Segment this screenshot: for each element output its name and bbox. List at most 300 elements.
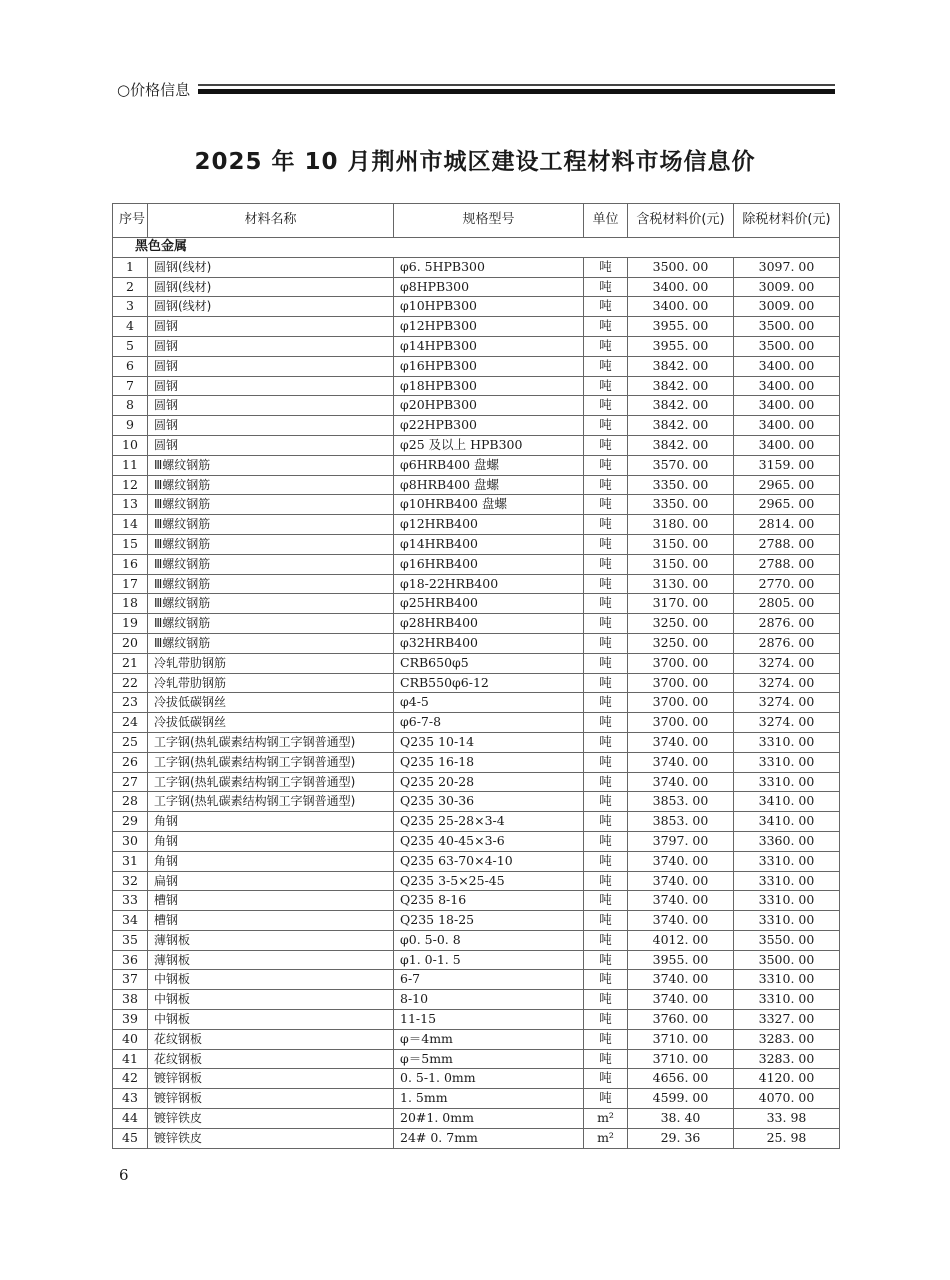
cell-spec: Q235 3-5×25-45 (394, 871, 584, 891)
cell-unit: 吨 (584, 297, 628, 317)
cell-price-notax: 2814. 00 (734, 515, 840, 535)
cell-index: 15 (113, 534, 148, 554)
cell-index: 44 (113, 1109, 148, 1129)
cell-spec: 24# 0. 7mm (394, 1128, 584, 1148)
table-row (113, 732, 840, 752)
cell-unit: 吨 (584, 1049, 628, 1069)
header-rule-thick (198, 89, 835, 94)
cell-price-notax: 3283. 00 (734, 1049, 840, 1069)
cell-spec: φ10HRB400 盘螺 (394, 495, 584, 515)
cell-price-tax: 3955. 00 (628, 950, 734, 970)
table-row (113, 1010, 840, 1030)
cell-name: Ⅲ螺纹钢筋 (148, 455, 394, 475)
cell-spec: Q235 20-28 (394, 772, 584, 792)
cell-unit: 吨 (584, 693, 628, 713)
table-row (113, 376, 840, 396)
cell-price-tax: 3400. 00 (628, 297, 734, 317)
cell-spec: φ28HRB400 (394, 614, 584, 634)
cell-unit: 吨 (584, 277, 628, 297)
table-row (113, 1029, 840, 1049)
cell-name: 镀锌铁皮 (148, 1109, 394, 1129)
cell-index: 29 (113, 812, 148, 832)
cell-name: 槽钢 (148, 911, 394, 931)
table-header-row (113, 204, 840, 238)
cell-unit: 吨 (584, 812, 628, 832)
cell-index: 41 (113, 1049, 148, 1069)
cell-spec: φ0. 5-0. 8 (394, 930, 584, 950)
cell-spec: φ6-7-8 (394, 713, 584, 733)
cell-name: 圆钢 (148, 336, 394, 356)
table-row (113, 495, 840, 515)
cell-name: 中钢板 (148, 1010, 394, 1030)
cell-price-notax: 3310. 00 (734, 772, 840, 792)
cell-price-tax: 3740. 00 (628, 851, 734, 871)
cell-price-tax: 29. 36 (628, 1128, 734, 1148)
category-row (113, 238, 840, 258)
cell-name: 镀锌铁皮 (148, 1128, 394, 1148)
cell-price-tax: 3955. 00 (628, 317, 734, 337)
cell-price-tax: 3180. 00 (628, 515, 734, 535)
cell-price-notax: 3310. 00 (734, 851, 840, 871)
cell-price-tax: 3170. 00 (628, 594, 734, 614)
cell-unit: 吨 (584, 495, 628, 515)
cell-price-notax: 3159. 00 (734, 455, 840, 475)
cell-spec: Q235 16-18 (394, 752, 584, 772)
cell-index: 39 (113, 1010, 148, 1030)
cell-unit: 吨 (584, 594, 628, 614)
cell-unit: 吨 (584, 891, 628, 911)
header-rule-thin (198, 84, 835, 86)
cell-spec: φ16HPB300 (394, 356, 584, 376)
cell-index: 7 (113, 376, 148, 396)
table-row (113, 297, 840, 317)
cell-index: 1 (113, 257, 148, 277)
cell-unit: 吨 (584, 911, 628, 931)
table-row (113, 891, 840, 911)
cell-unit: 吨 (584, 1029, 628, 1049)
table-row (113, 851, 840, 871)
cell-price-tax: 3250. 00 (628, 614, 734, 634)
cell-price-notax: 3097. 00 (734, 257, 840, 277)
cell-spec: φ32HRB400 (394, 633, 584, 653)
cell-spec: φ8HRB400 盘螺 (394, 475, 584, 495)
cell-unit: 吨 (584, 653, 628, 673)
table-row (113, 574, 840, 594)
table-row (113, 970, 840, 990)
cell-index: 16 (113, 554, 148, 574)
cell-price-tax: 3710. 00 (628, 1029, 734, 1049)
cell-price-notax: 4070. 00 (734, 1089, 840, 1109)
cell-spec: CRB550φ6-12 (394, 673, 584, 693)
cell-name: 工字钢(热轧碳素结构钢工字钢普通型) (148, 792, 394, 812)
cell-name: 圆钢(线材) (148, 257, 394, 277)
cell-unit: 吨 (584, 871, 628, 891)
cell-spec: φ20HPB300 (394, 396, 584, 416)
category-label: 黑色金属 (113, 238, 840, 258)
cell-name: 角钢 (148, 851, 394, 871)
table-row (113, 336, 840, 356)
cell-price-tax: 3700. 00 (628, 693, 734, 713)
cell-index: 18 (113, 594, 148, 614)
cell-price-tax: 3150. 00 (628, 554, 734, 574)
cell-name: 工字钢(热轧碳素结构钢工字钢普通型) (148, 752, 394, 772)
page-title: 2025 年 10 月荆州市城区建设工程材料市场信息价 (194, 149, 756, 175)
cell-index: 28 (113, 792, 148, 812)
cell-name: 冷拔低碳钢丝 (148, 693, 394, 713)
cell-price-notax: 3400. 00 (734, 356, 840, 376)
cell-price-notax: 3410. 00 (734, 792, 840, 812)
cell-price-tax: 3500. 00 (628, 257, 734, 277)
cell-index: 25 (113, 732, 148, 752)
cell-unit: 吨 (584, 614, 628, 634)
table-row (113, 1049, 840, 1069)
table-row (113, 416, 840, 436)
cell-name: 薄钢板 (148, 930, 394, 950)
cell-name: 圆钢 (148, 356, 394, 376)
cell-price-notax: 3410. 00 (734, 812, 840, 832)
cell-name: Ⅲ螺纹钢筋 (148, 614, 394, 634)
cell-price-notax: 3400. 00 (734, 376, 840, 396)
cell-index: 2 (113, 277, 148, 297)
cell-name: Ⅲ螺纹钢筋 (148, 495, 394, 515)
cell-price-tax: 3250. 00 (628, 633, 734, 653)
cell-price-tax: 3700. 00 (628, 713, 734, 733)
cell-price-notax: 3310. 00 (734, 871, 840, 891)
table-row (113, 455, 840, 475)
cell-spec: Q235 63-70×4-10 (394, 851, 584, 871)
cell-price-tax: 3700. 00 (628, 653, 734, 673)
cell-name: 角钢 (148, 812, 394, 832)
cell-price-tax: 3740. 00 (628, 752, 734, 772)
cell-name: Ⅲ螺纹钢筋 (148, 633, 394, 653)
cell-index: 34 (113, 911, 148, 931)
cell-price-notax: 2770. 00 (734, 574, 840, 594)
cell-price-notax: 3274. 00 (734, 653, 840, 673)
cell-index: 13 (113, 495, 148, 515)
cell-index: 42 (113, 1069, 148, 1089)
cell-price-tax: 3350. 00 (628, 475, 734, 495)
cell-name: 角钢 (148, 831, 394, 851)
cell-name: 圆钢(线材) (148, 297, 394, 317)
cell-index: 32 (113, 871, 148, 891)
cell-unit: 吨 (584, 752, 628, 772)
cell-index: 12 (113, 475, 148, 495)
cell-name: 花纹钢板 (148, 1029, 394, 1049)
cell-name: Ⅲ螺纹钢筋 (148, 574, 394, 594)
cell-unit: 吨 (584, 1010, 628, 1030)
cell-name: 镀锌钢板 (148, 1089, 394, 1109)
table-row (113, 554, 840, 574)
col-header-name: 材料名称 (148, 204, 394, 238)
cell-name: Ⅲ螺纹钢筋 (148, 554, 394, 574)
table-row (113, 673, 840, 693)
cell-index: 27 (113, 772, 148, 792)
table-row (113, 594, 840, 614)
cell-unit: 吨 (584, 356, 628, 376)
cell-index: 22 (113, 673, 148, 693)
cell-price-notax: 2805. 00 (734, 594, 840, 614)
cell-spec: φ4-5 (394, 693, 584, 713)
section-header: ○价格信息 (117, 81, 191, 99)
cell-spec: 8-10 (394, 990, 584, 1010)
cell-spec: 20#1. 0mm (394, 1109, 584, 1129)
cell-spec: Q235 8-16 (394, 891, 584, 911)
cell-spec: φ12HRB400 (394, 515, 584, 535)
cell-spec: 6-7 (394, 970, 584, 990)
col-header-price-tax: 含税材料价(元) (628, 204, 734, 238)
cell-unit: 吨 (584, 336, 628, 356)
cell-unit: 吨 (584, 574, 628, 594)
cell-spec: φ10HPB300 (394, 297, 584, 317)
cell-unit: 吨 (584, 396, 628, 416)
cell-index: 26 (113, 752, 148, 772)
cell-price-tax: 3150. 00 (628, 534, 734, 554)
cell-name: Ⅲ螺纹钢筋 (148, 475, 394, 495)
table-row (113, 475, 840, 495)
table-row (113, 1069, 840, 1089)
cell-price-notax: 3274. 00 (734, 693, 840, 713)
table-row (113, 772, 840, 792)
cell-name: 中钢板 (148, 970, 394, 990)
cell-price-tax: 3797. 00 (628, 831, 734, 851)
cell-index: 31 (113, 851, 148, 871)
cell-unit: 吨 (584, 792, 628, 812)
cell-spec: Q235 30-36 (394, 792, 584, 812)
cell-name: 工字钢(热轧碳素结构钢工字钢普通型) (148, 732, 394, 752)
cell-index: 17 (113, 574, 148, 594)
cell-index: 23 (113, 693, 148, 713)
cell-price-notax: 3327. 00 (734, 1010, 840, 1030)
cell-spec: φ8HPB300 (394, 277, 584, 297)
cell-price-notax: 2965. 00 (734, 495, 840, 515)
table-row (113, 633, 840, 653)
cell-unit: 吨 (584, 732, 628, 752)
cell-spec: φ25 及以上 HPB300 (394, 435, 584, 455)
cell-spec: CRB650φ5 (394, 653, 584, 673)
cell-unit: 吨 (584, 1069, 628, 1089)
cell-price-tax: 3955. 00 (628, 336, 734, 356)
cell-price-tax: 3130. 00 (628, 574, 734, 594)
table-row (113, 990, 840, 1010)
cell-price-tax: 3842. 00 (628, 356, 734, 376)
col-header-price-notax: 除税材料价(元) (734, 204, 840, 238)
table-row (113, 1128, 840, 1148)
cell-name: Ⅲ螺纹钢筋 (148, 515, 394, 535)
cell-price-notax: 3310. 00 (734, 970, 840, 990)
cell-spec: φ1. 0-1. 5 (394, 950, 584, 970)
cell-price-tax: 3842. 00 (628, 416, 734, 436)
cell-spec: 0. 5-1. 0mm (394, 1069, 584, 1089)
cell-index: 11 (113, 455, 148, 475)
cell-spec: 1. 5mm (394, 1089, 584, 1109)
cell-unit: 吨 (584, 554, 628, 574)
table-row (113, 812, 840, 832)
cell-price-notax: 3310. 00 (734, 752, 840, 772)
cell-index: 21 (113, 653, 148, 673)
cell-price-tax: 38. 40 (628, 1109, 734, 1129)
cell-unit: m² (584, 1109, 628, 1129)
cell-price-notax: 2788. 00 (734, 554, 840, 574)
cell-spec: φ＝4mm (394, 1029, 584, 1049)
cell-index: 10 (113, 435, 148, 455)
cell-name: 冷轧带肋钢筋 (148, 673, 394, 693)
page-number: 6 (119, 1166, 129, 1184)
cell-unit: 吨 (584, 534, 628, 554)
table-row (113, 693, 840, 713)
cell-spec: φ12HPB300 (394, 317, 584, 337)
cell-price-tax: 4599. 00 (628, 1089, 734, 1109)
cell-price-notax: 25. 98 (734, 1128, 840, 1148)
cell-price-notax: 3500. 00 (734, 336, 840, 356)
cell-price-tax: 3740. 00 (628, 911, 734, 931)
cell-name: 圆钢 (148, 416, 394, 436)
cell-unit: 吨 (584, 633, 628, 653)
cell-spec: φ14HRB400 (394, 534, 584, 554)
cell-unit: 吨 (584, 831, 628, 851)
cell-name: 冷轧带肋钢筋 (148, 653, 394, 673)
cell-unit: 吨 (584, 317, 628, 337)
table-row (113, 277, 840, 297)
table-row (113, 396, 840, 416)
col-header-spec: 规格型号 (394, 204, 584, 238)
table-row (113, 1109, 840, 1129)
table-row (113, 257, 840, 277)
cell-unit: 吨 (584, 376, 628, 396)
cell-unit: 吨 (584, 1089, 628, 1109)
cell-name: 槽钢 (148, 891, 394, 911)
cell-price-tax: 3842. 00 (628, 396, 734, 416)
cell-price-notax: 2876. 00 (734, 633, 840, 653)
cell-price-notax: 33. 98 (734, 1109, 840, 1129)
cell-name: 冷拔低碳钢丝 (148, 713, 394, 733)
cell-price-tax: 3740. 00 (628, 970, 734, 990)
cell-price-notax: 3400. 00 (734, 435, 840, 455)
table-row (113, 752, 840, 772)
cell-name: 圆钢 (148, 317, 394, 337)
cell-price-notax: 3400. 00 (734, 396, 840, 416)
cell-spec: Q235 40-45×3-6 (394, 831, 584, 851)
cell-price-tax: 3350. 00 (628, 495, 734, 515)
cell-price-notax: 3009. 00 (734, 297, 840, 317)
cell-price-notax: 3274. 00 (734, 673, 840, 693)
cell-name: Ⅲ螺纹钢筋 (148, 534, 394, 554)
cell-price-tax: 3853. 00 (628, 812, 734, 832)
cell-index: 5 (113, 336, 148, 356)
cell-index: 40 (113, 1029, 148, 1049)
cell-price-tax: 4656. 00 (628, 1069, 734, 1089)
table-row (113, 911, 840, 931)
cell-index: 33 (113, 891, 148, 911)
cell-name: 工字钢(热轧碳素结构钢工字钢普通型) (148, 772, 394, 792)
cell-price-tax: 3740. 00 (628, 891, 734, 911)
table-row (113, 435, 840, 455)
cell-price-notax: 3500. 00 (734, 950, 840, 970)
cell-price-tax: 3842. 00 (628, 376, 734, 396)
cell-unit: 吨 (584, 851, 628, 871)
cell-name: Ⅲ螺纹钢筋 (148, 594, 394, 614)
table-row (113, 515, 840, 535)
cell-price-notax: 3274. 00 (734, 713, 840, 733)
cell-unit: m² (584, 1128, 628, 1148)
cell-index: 14 (113, 515, 148, 535)
cell-unit: 吨 (584, 455, 628, 475)
cell-index: 37 (113, 970, 148, 990)
cell-unit: 吨 (584, 435, 628, 455)
cell-price-tax: 3400. 00 (628, 277, 734, 297)
cell-index: 43 (113, 1089, 148, 1109)
cell-spec: φ14HPB300 (394, 336, 584, 356)
cell-unit: 吨 (584, 930, 628, 950)
table-row (113, 871, 840, 891)
cell-spec: φ16HRB400 (394, 554, 584, 574)
cell-price-tax: 3570. 00 (628, 455, 734, 475)
cell-index: 8 (113, 396, 148, 416)
cell-spec: φ18HPB300 (394, 376, 584, 396)
cell-unit: 吨 (584, 416, 628, 436)
cell-price-tax: 3760. 00 (628, 1010, 734, 1030)
col-header-unit: 单位 (584, 204, 628, 238)
cell-index: 36 (113, 950, 148, 970)
cell-spec: Q235 25-28×3-4 (394, 812, 584, 832)
cell-price-notax: 2788. 00 (734, 534, 840, 554)
cell-index: 30 (113, 831, 148, 851)
table-row (113, 1089, 840, 1109)
cell-index: 19 (113, 614, 148, 634)
cell-price-tax: 3740. 00 (628, 732, 734, 752)
cell-price-notax: 4120. 00 (734, 1069, 840, 1089)
cell-unit: 吨 (584, 772, 628, 792)
cell-name: 中钢板 (148, 990, 394, 1010)
cell-price-notax: 3009. 00 (734, 277, 840, 297)
cell-spec: φ18-22HRB400 (394, 574, 584, 594)
cell-spec: φ25HRB400 (394, 594, 584, 614)
table-row (113, 930, 840, 950)
cell-index: 38 (113, 990, 148, 1010)
cell-unit: 吨 (584, 970, 628, 990)
cell-price-notax: 3310. 00 (734, 911, 840, 931)
cell-index: 3 (113, 297, 148, 317)
cell-spec: φ6. 5HPB300 (394, 257, 584, 277)
cell-spec: φ＝5mm (394, 1049, 584, 1069)
cell-name: 圆钢(线材) (148, 277, 394, 297)
cell-index: 6 (113, 356, 148, 376)
cell-index: 4 (113, 317, 148, 337)
cell-price-notax: 3400. 00 (734, 416, 840, 436)
cell-unit: 吨 (584, 713, 628, 733)
cell-spec: Q235 18-25 (394, 911, 584, 931)
cell-name: 扁钢 (148, 871, 394, 891)
cell-price-tax: 3740. 00 (628, 871, 734, 891)
cell-index: 24 (113, 713, 148, 733)
cell-price-notax: 3310. 00 (734, 891, 840, 911)
cell-price-tax: 3842. 00 (628, 435, 734, 455)
cell-name: 花纹钢板 (148, 1049, 394, 1069)
cell-name: 圆钢 (148, 376, 394, 396)
cell-unit: 吨 (584, 475, 628, 495)
cell-price-notax: 3310. 00 (734, 990, 840, 1010)
table-row (113, 792, 840, 812)
cell-price-notax: 3500. 00 (734, 317, 840, 337)
cell-spec: 11-15 (394, 1010, 584, 1030)
cell-price-tax: 3853. 00 (628, 792, 734, 812)
cell-price-notax: 3360. 00 (734, 831, 840, 851)
cell-price-tax: 3740. 00 (628, 772, 734, 792)
table-row (113, 653, 840, 673)
cell-price-tax: 3710. 00 (628, 1049, 734, 1069)
table-row (113, 950, 840, 970)
cell-price-notax: 2965. 00 (734, 475, 840, 495)
cell-price-tax: 3700. 00 (628, 673, 734, 693)
